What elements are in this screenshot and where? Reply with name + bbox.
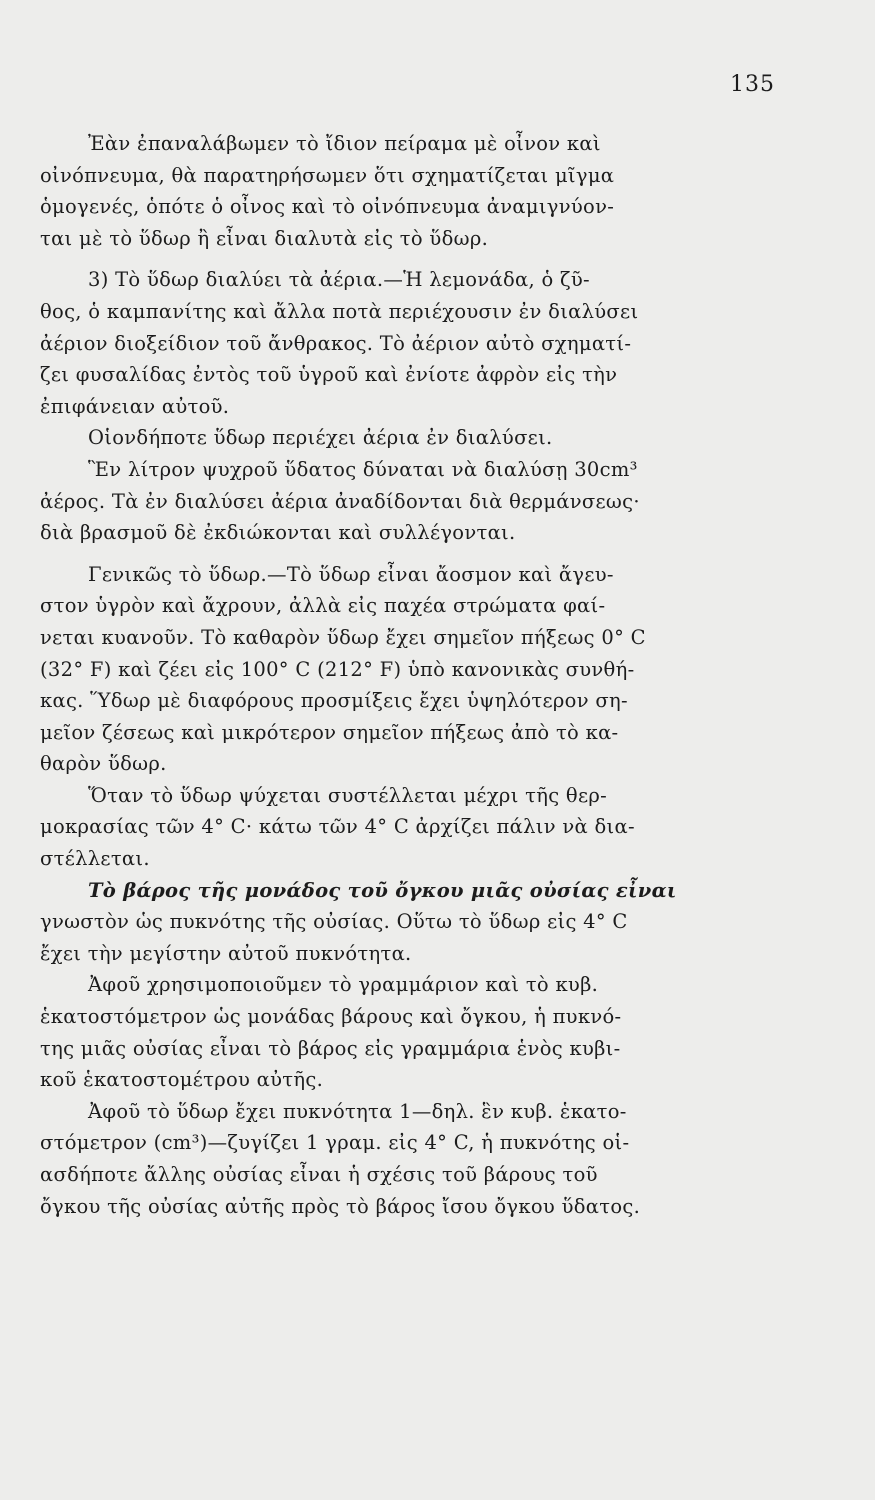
text-line: Γενικῶς τὸ ὕδωρ.—Τὸ ὕδωρ εἶναι ἄοσμον καὶ ἄγευ- <box>88 562 614 586</box>
text-line: ζει φυσαλίδας ἐντὸς τοῦ ὑγροῦ καὶ ἐνίοτε ἀφρὸν εἰς τὴν <box>40 363 618 387</box>
text-line: ἐπιφάνειαν αὐτοῦ. <box>40 394 230 418</box>
page-number: 135 <box>730 72 775 97</box>
text-line: Ἓν λίτρον ψυχροῦ ὕδατος δύναται νὰ διαλύσῃ 30cm³ <box>88 457 638 481</box>
text-line: ἔχει τὴν μεγίστην αὐτοῦ πυκνότητα. <box>40 941 412 965</box>
text-line: 3) Τὸ ὕδωρ διαλύει τὰ ἀέρια.—Ἡ λεμονάδα, ὁ ζῦ- <box>88 268 590 292</box>
text-line: οἰνόπνευμα, θὰ παρατηρήσωμεν ὅτι σχηματίζεται μῖγμα <box>40 163 615 187</box>
text-line: ἀέριον διοξείδιον τοῦ ἄνθρακος. Τὸ ἀέριον αὐτὸ σχηματί- <box>40 331 632 355</box>
text-line: (32° F) καὶ ζέει εἰς 100° C (212° F) ὑπὸ κανονικὰς συνθή- <box>40 657 635 681</box>
text-line: ὁμογενές, ὁπότε ὁ οἶνος καὶ τὸ οἰνόπνευμα ἀναμιγνύον- <box>40 195 615 219</box>
body-text <box>40 128 792 1222</box>
text-line: θαρὸν ὕδωρ. <box>40 752 167 776</box>
text-line: της μιᾶς οὐσίας εἶναι τὸ βάρος εἰς γραμμάρια ἑνὸς κυβι- <box>40 1036 621 1060</box>
text-line: ται μὲ τὸ ὕδωρ ἢ εἶναι διαλυτὰ εἰς τὸ ὕδωρ. <box>40 226 489 250</box>
text-line: ασδήποτε ἄλλης οὐσίας εἶναι ἡ σχέσις τοῦ βάρους τοῦ <box>40 1163 598 1186</box>
text-line: στόμετρον (cm³)—ζυγίζει 1 γραμ. εἰς 4° C, ἡ πυκνότης οἱ- <box>40 1131 630 1155</box>
text-line: ὄγκου τῆς οὐσίας αὐτῆς πρὸς τὸ βάρος ἴσου ὄγκου ὕδατος. <box>40 1194 641 1218</box>
text-line: μοκρασίας τῶν 4° C· κάτω τῶν 4° C ἀρχίζει πάλιν νὰ δια- <box>40 815 635 839</box>
text-line: ἀέρος. Τὰ ἐν διαλύσει ἀέρια ἀναδίδονται διὰ θερμάνσεως· <box>40 489 640 513</box>
text-line: νεται κυανοῦν. Τὸ καθαρὸν ὕδωρ ἔχει σημεῖον πήξεως 0° C <box>40 625 646 649</box>
text-line: Ἀφοῦ χρησιμοποιοῦμεν τὸ γραμμάριον καὶ τὸ κυβ. <box>88 973 599 997</box>
text-line: Ὅταν τὸ ὕδωρ ψύχεται συστέλλεται μέχρι τῆς θερ- <box>88 783 608 807</box>
text-line: γνωστὸν ὡς πυκνότης τῆς οὐσίας. Οὕτω τὸ ὕδωρ εἰς 4° C <box>40 910 628 934</box>
text-line: Ἀφοῦ τὸ ὕδωρ ἔχει πυκνότητα 1—δηλ. ἓν κυβ. ἑκατο- <box>88 1099 627 1123</box>
text-line: στον ὑγρὸν καὶ ἄχρουν, ἀλλὰ εἰς παχέα στρώματα φαί- <box>40 594 606 618</box>
text-line: στέλλεται. <box>40 847 150 871</box>
text-line: Τὸ βάρος τῆς μονάδος τοῦ ὄγκου μιᾶς οὐσίας εἶναι <box>88 878 677 902</box>
text-line: Οἱονδήποτε ὕδωρ περιέχει ἀέρια ἐν διαλύσει. <box>88 426 553 450</box>
text-line: ἑκατοστόμετρον ὡς μονάδας βάρους καὶ ὄγκου, ἡ πυκνό- <box>40 1005 622 1029</box>
text-line: θος, ὁ καμπανίτης καὶ ἄλλα ποτὰ περιέχουσιν ἐν διαλύσει <box>40 299 639 323</box>
text-line: κοῦ ἑκατοστομέτρου αὐτῆς. <box>40 1068 324 1092</box>
text-line: μεῖον ζέσεως καὶ μικρότερον σημεῖον πήξεως ἀπὸ τὸ κα- <box>40 720 619 744</box>
text-line: διὰ βρασμοῦ δὲ ἐκδιώκονται καὶ συλλέγονται. <box>40 521 516 545</box>
text-line: κας. Ὕδωρ μὲ διαφόρους προσμίξεις ἔχει ὑψηλότερον ση- <box>40 689 628 713</box>
text-line: Ἐὰν ἐπαναλάβωμεν τὸ ἴδιον πείραμα μὲ οἶνον καὶ <box>88 132 601 155</box>
